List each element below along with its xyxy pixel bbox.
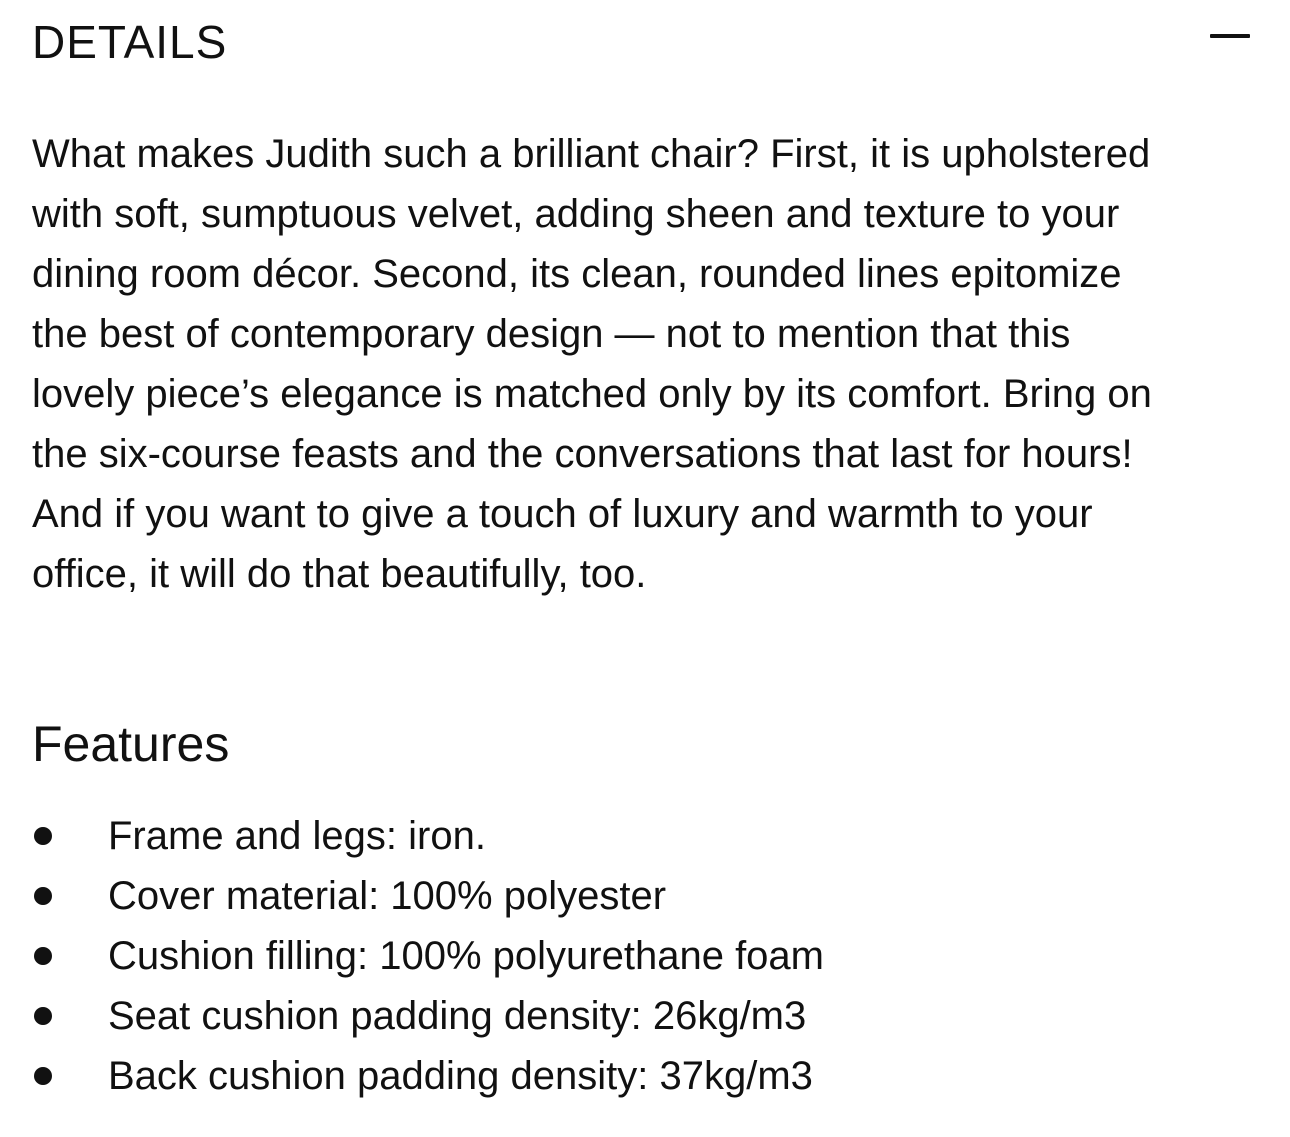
feature-item	[32, 866, 824, 926]
bullet-icon	[34, 827, 52, 845]
details-title: DETAILS	[32, 16, 228, 68]
bullet-icon	[34, 887, 52, 905]
features-heading: Features	[32, 716, 230, 772]
feature-item	[32, 806, 824, 866]
product-description: What makes Judith such a brilliant chair? First, it is upholstered with soft, sumptuous velvet, adding sheen and texture to your dining room décor. Second, its clean, rounded lines epitomize the best of contemporary design — not to mention that this lovely piece’s elegance is matched only by its comfort. Bring on the six-course feasts and the conversations that last for hours! And if you want to give a touch of luxury and warmth to your office, it will do that beautifully, too.	[32, 132, 1152, 596]
bullet-icon	[34, 1067, 52, 1085]
features-list	[32, 806, 824, 1106]
feature-item	[32, 1046, 824, 1106]
feature-item	[32, 926, 824, 986]
feature-item	[32, 986, 824, 1046]
details-accordion-header[interactable]	[32, 10, 1258, 70]
bullet-icon	[34, 1007, 52, 1025]
minus-icon[interactable]	[1210, 34, 1250, 38]
feature-text: Frame and legs: iron.	[108, 814, 486, 858]
feature-text: Cover material: 100% polyester	[108, 874, 667, 918]
feature-text: Seat cushion padding density: 26kg/m3	[108, 994, 807, 1038]
feature-text: Cushion filling: 100% polyurethane foam	[108, 934, 824, 978]
feature-text: Back cushion padding density: 37kg/m3	[108, 1054, 813, 1098]
bullet-icon	[34, 947, 52, 965]
